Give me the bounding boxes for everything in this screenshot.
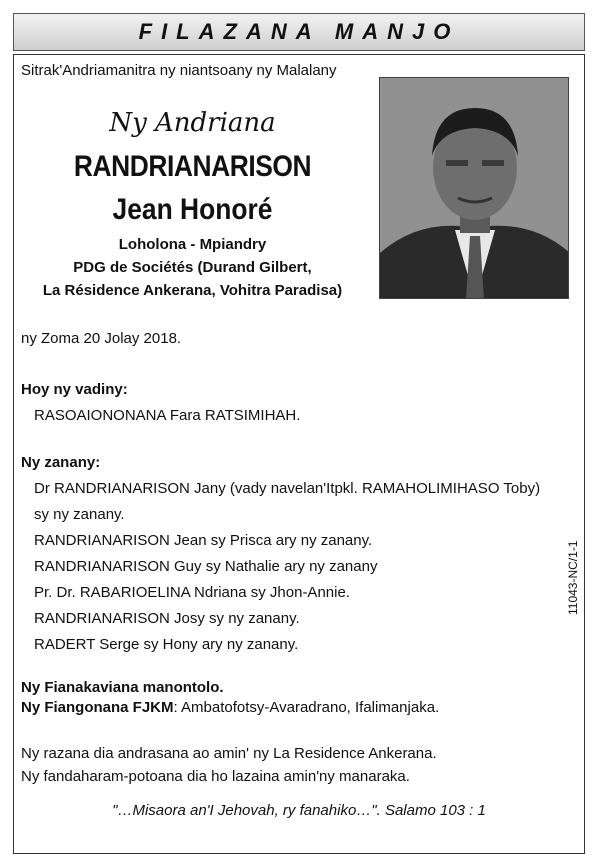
child-line: RANDRIANARISON Josy sy ny zanany. (34, 610, 300, 627)
closing-line: Ny fandaharam-potoana dia ho lazaina amin'ny manaraka. (21, 768, 410, 785)
spouse-heading: Hoy ny vadiny: (21, 381, 128, 398)
given-name: Jean Honoré (112, 193, 273, 226)
closing-line: Ny razana dia andrasana ao amin' ny La Residence Ankerana. (21, 745, 437, 762)
title-line: La Résidence Ankerana, Vohitra Paradisa) (42, 282, 343, 299)
intro-text: Sitrak'Andriamanitra ny niantsoany ny Malalany (21, 62, 337, 79)
reference-code: 11043-NC/1-1 (566, 540, 580, 615)
child-line: RADERT Serge sy Hony ary ny zanany. (34, 636, 299, 653)
title-line: Loholona - Mpiandry (118, 236, 267, 253)
children-heading: Ny zanany: (21, 454, 101, 471)
header-banner (13, 13, 585, 51)
family-line: Ny Fianakaviana manontolo. (21, 679, 224, 696)
bible-verse: "…Misaora an'I Jehovah, ry fanahiko…". Salamo 103 : 1 (112, 802, 486, 819)
child-line: Pr. Dr. RABARIOELINA Ndriana sy Jhon-Annie. (34, 584, 350, 601)
header-title: FILAZANA MANJO (138, 19, 460, 44)
church-label: Ny Fiangonana FJKM (21, 699, 174, 716)
honorific: Ny Andriana (109, 108, 276, 138)
surname: RANDRIANARISON (73, 150, 312, 183)
child-line: Dr RANDRIANARISON Jany (vady navelan'Itpkl. RAMAHOLIMIHASO Toby) (34, 480, 541, 497)
spouse-name: RASOAIONONANA Fara RATSIMIHAH. (34, 407, 301, 424)
deceased-portrait (379, 77, 569, 299)
church-place: : Ambatofotsy-Avaradrano, Ifalimanjaka. (173, 699, 440, 716)
portrait-photo (380, 78, 569, 299)
child-line: sy ny zanany. (34, 506, 125, 523)
church-line (21, 699, 439, 716)
child-line: RANDRIANARISON Jean sy Prisca ary ny zanany. (34, 532, 373, 549)
title-line: PDG de Sociétés (Durand Gilbert, (73, 259, 312, 276)
date-line: ny Zoma 20 Jolay 2018. (21, 330, 182, 347)
child-line: RANDRIANARISON Guy sy Nathalie ary ny zanany (34, 558, 378, 575)
